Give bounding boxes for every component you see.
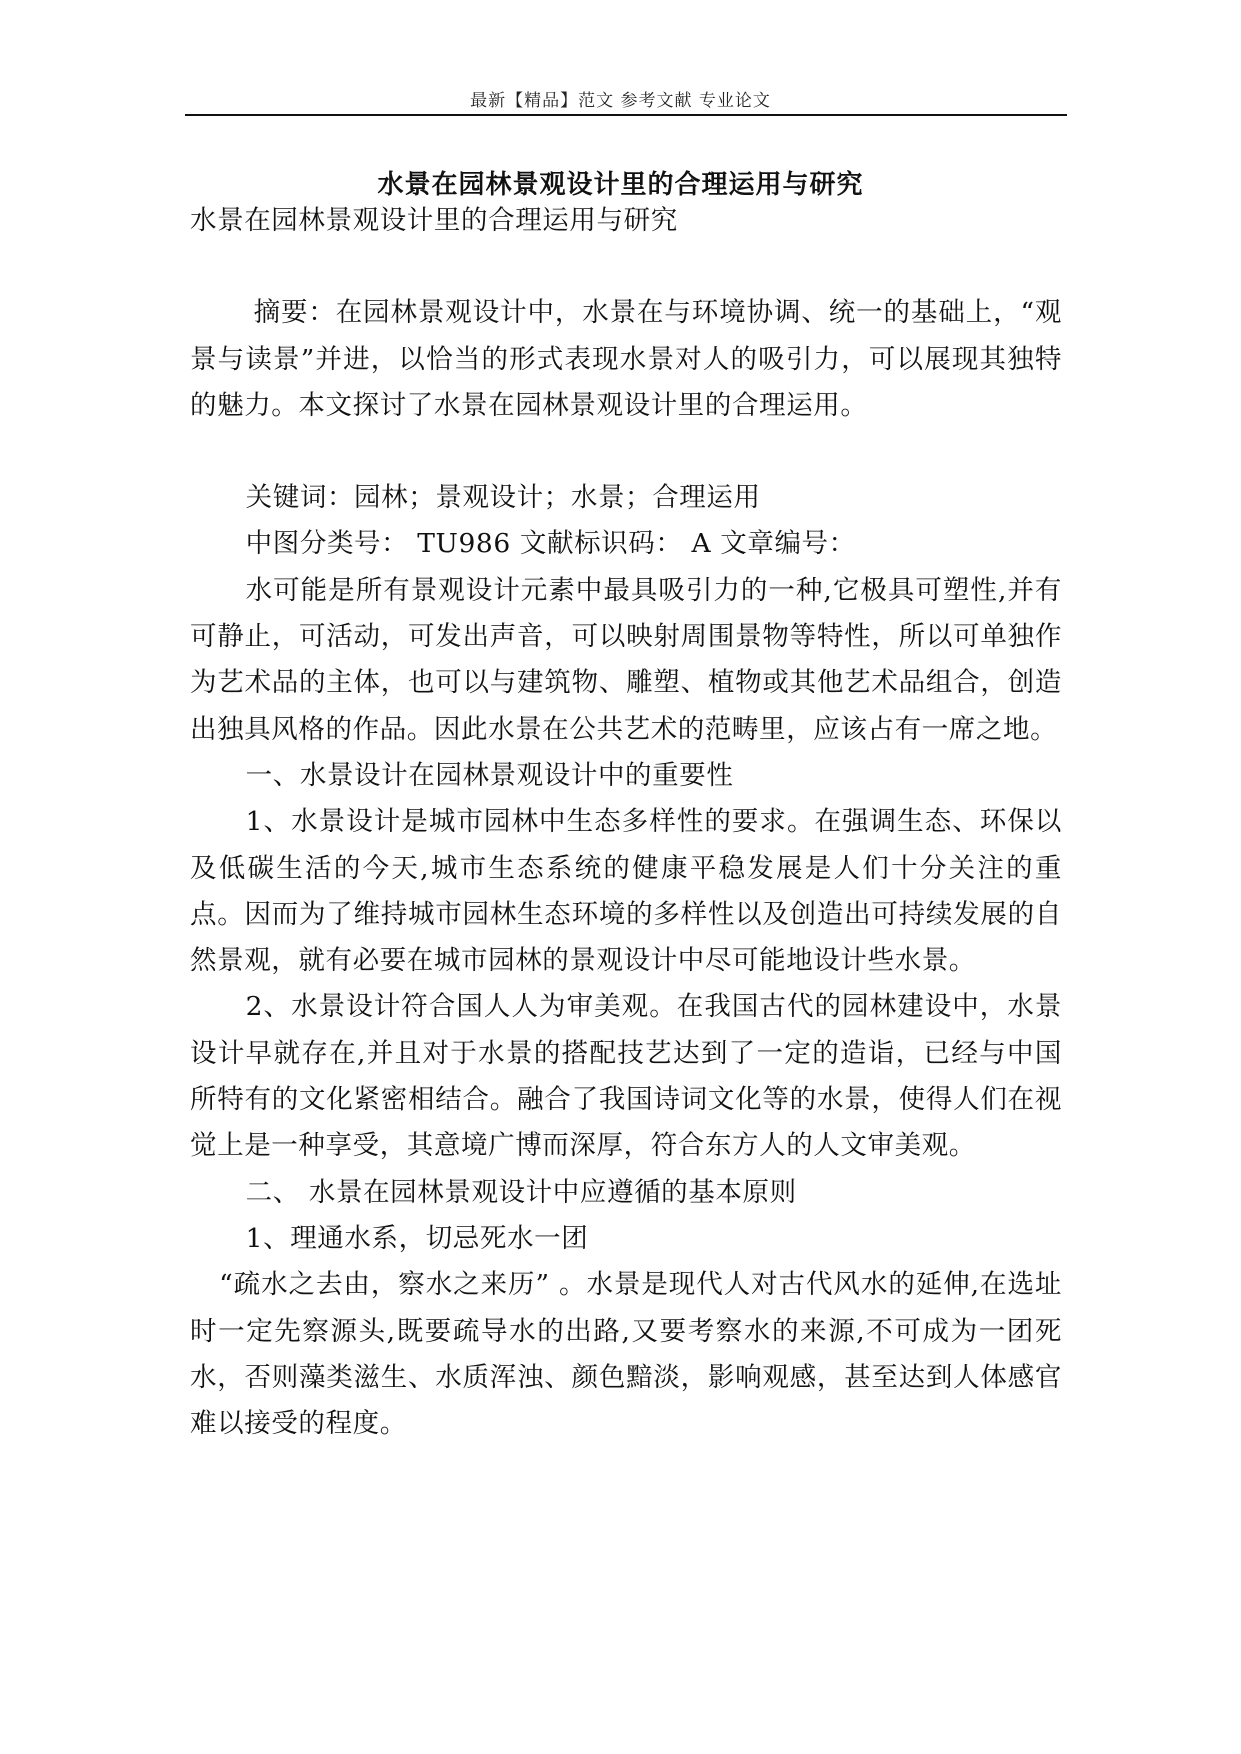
body-paragraph: 2、水景设计符合国人人为审美观。在我国古代的园林建设中，水景设计早就存在,并且对于水景的搭配技艺达到了一定的造诣，已经与中国所特有的文化紧密相结合。融合了我国诗词文化等的水景，使得人们在视觉上是一种享受，其意境广博而深厚，符合东方人的人文审美观。 xyxy=(190,991,1062,1162)
section-heading: 一、水景设计在园林景观设计中的重要性 xyxy=(245,759,734,791)
abstract-paragraph: 摘要：在园林景观设计中，水景在与环境协调、统一的基础上，“观景与读景”并进，以恰当的形式表现水景对人的吸引力，可以展现其独特的魅力。本文探讨了水景在园林景观设计里的合理运用。 xyxy=(190,297,1062,421)
page-header: 最新【精品】范文 参考文献 专业论文 xyxy=(470,91,771,111)
spacer xyxy=(190,429,1062,475)
body-paragraph: 1、水景设计是城市园林中生态多样性的要求。在强调生态、环保以及低碳生活的今天,城市生态系统的健康平稳发展是人们十分关注的重点。因而为了维持城市园林生态环境的多样性以及创造出可持续发展的自然景观，就有必要在城市园林的景观设计中尽可能地设计些水景。 xyxy=(190,806,1062,977)
header-divider xyxy=(185,114,1067,116)
document-body xyxy=(190,198,1062,1447)
spacer xyxy=(190,244,1062,290)
body-paragraph: 水可能是所有景观设计元素中最具吸引力的一种,它极具可塑性,并有可静止，可活动，可发出声音，可以映射周围景物等特性，所以可单独作为艺术品的主体，也可以与建筑物、雕塑、植物或其他艺术品组合，创造出独具风格的作品。因此水景在公共艺术的范畴里，应该占有一席之地。 xyxy=(190,574,1062,745)
keywords-line: 关键词：园林；景观设计；水景；合理运用 xyxy=(245,482,761,514)
classification-line: 中图分类号： TU986 文献标识码： A 文章编号： xyxy=(245,528,856,560)
section-heading: 二、 水景在园林景观设计中应遵循的基本原则 xyxy=(245,1176,797,1208)
document-title: 水景在园林景观设计里的合理运用与研究 xyxy=(377,170,864,200)
document-subtitle: 水景在园林景观设计里的合理运用与研究 xyxy=(190,205,678,236)
subsection-heading: 1、理通水系，切忌死水一团 xyxy=(245,1222,589,1254)
body-paragraph: “疏水之去由，察水之来历” 。水景是现代人对古代风水的延伸,在选址时一定先察源头,既要疏导水的出路,又要考察水的来源,不可成为一团死水，否则藻类滋生、水质浑浊、颜色黯淡，影响观感，甚至达到人体感官难以接受的程度。 xyxy=(190,1269,1062,1440)
